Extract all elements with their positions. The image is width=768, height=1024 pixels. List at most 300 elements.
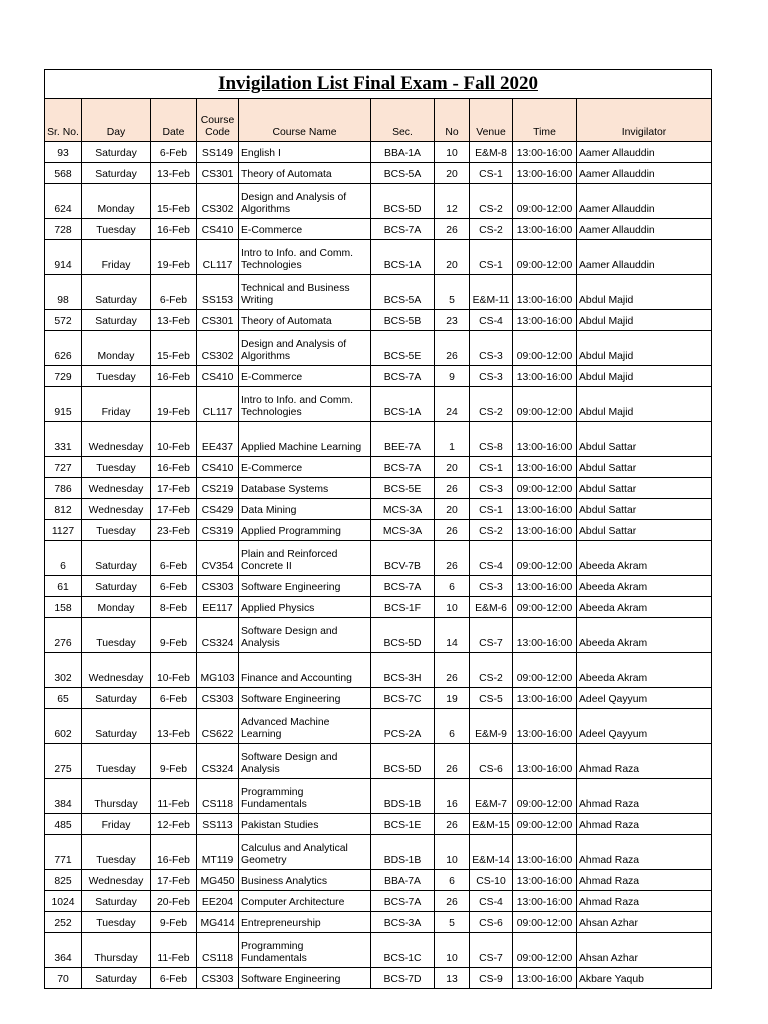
table-row [45,478,712,499]
table-row [45,457,712,478]
invigilator-cell: Adeel Qayyum [577,709,712,744]
time-cell: 13:00-16:00 [513,688,577,709]
date-cell: 17-Feb [151,478,197,499]
venue-cell: E&M-14 [470,835,513,870]
invigilator-cell: Abdul Sattar [577,457,712,478]
course-name-cell: Software Engineering [239,688,371,709]
header-row [45,99,712,142]
table-row [45,968,712,989]
title-row [45,70,712,99]
table-row [45,275,712,310]
invigilator-cell: Ahmad Raza [577,744,712,779]
section-cell: BCS-5A [371,163,435,184]
day-cell: Saturday [82,709,151,744]
no-cell: 9 [435,366,470,387]
venue-cell: CS-9 [470,968,513,989]
invigilator-cell: Adeel Qayyum [577,688,712,709]
invigilator-cell: Aamer Allauddin [577,142,712,163]
venue-cell: E&M-6 [470,597,513,618]
course-name-cell: Computer Architecture [239,891,371,912]
sr-no-cell: 70 [45,968,82,989]
course-name-cell: Intro to Info. and Comm. Technologies [239,240,371,275]
time-cell: 13:00-16:00 [513,968,577,989]
section-cell: MCS-3A [371,499,435,520]
course-name-cell: Software Design and Analysis [239,744,371,779]
course-code-cell: CS301 [197,163,239,184]
venue-cell: CS-1 [470,240,513,275]
course-code-cell: CS410 [197,457,239,478]
time-cell: 13:00-16:00 [513,142,577,163]
date-cell: 16-Feb [151,457,197,478]
no-cell: 20 [435,457,470,478]
table-row [45,688,712,709]
invigilator-cell: Ahsan Azhar [577,912,712,933]
date-cell: 6-Feb [151,688,197,709]
date-cell: 20-Feb [151,891,197,912]
day-cell: Tuesday [82,912,151,933]
day-cell: Saturday [82,275,151,310]
sr-no-cell: 252 [45,912,82,933]
invigilator-cell: Ahmad Raza [577,779,712,814]
time-cell: 09:00-12:00 [513,912,577,933]
table-row [45,814,712,835]
course-code-cell: CS303 [197,968,239,989]
date-cell: 19-Feb [151,387,197,422]
section-cell: BEE-7A [371,422,435,457]
no-cell: 26 [435,891,470,912]
sr-no-cell: 331 [45,422,82,457]
section-cell: BCS-1C [371,933,435,968]
column-header-no: No [435,99,470,142]
course-name-cell: Applied Programming [239,520,371,541]
section-cell: BCS-1E [371,814,435,835]
time-cell: 13:00-16:00 [513,520,577,541]
venue-cell: E&M-9 [470,709,513,744]
course-code-cell: MG450 [197,870,239,891]
day-cell: Thursday [82,933,151,968]
day-cell: Tuesday [82,219,151,240]
day-cell: Tuesday [82,366,151,387]
course-name-cell: E-Commerce [239,219,371,240]
section-cell: BCV-7B [371,541,435,576]
venue-cell: CS-3 [470,331,513,366]
course-name-cell: Technical and Business Writing [239,275,371,310]
invigilator-cell: Abdul Sattar [577,422,712,457]
no-cell: 6 [435,709,470,744]
table-row [45,310,712,331]
table-row [45,709,712,744]
sr-no-cell: 275 [45,744,82,779]
date-cell: 6-Feb [151,541,197,576]
course-code-cell: CS302 [197,184,239,219]
table-row [45,933,712,968]
course-name-cell: Software Design and Analysis [239,618,371,653]
venue-cell: E&M-7 [470,779,513,814]
course-code-cell: CS118 [197,779,239,814]
no-cell: 19 [435,688,470,709]
table-row [45,653,712,688]
sr-no-cell: 626 [45,331,82,366]
time-cell: 13:00-16:00 [513,744,577,779]
invigilator-cell: Ahmad Raza [577,870,712,891]
time-cell: 13:00-16:00 [513,835,577,870]
course-code-cell: CV354 [197,541,239,576]
sr-no-cell: 276 [45,618,82,653]
venue-cell: CS-6 [470,912,513,933]
venue-cell: CS-2 [470,653,513,688]
no-cell: 12 [435,184,470,219]
date-cell: 16-Feb [151,219,197,240]
section-cell: BCS-3A [371,912,435,933]
course-name-cell: Theory of Automata [239,310,371,331]
sr-no-cell: 158 [45,597,82,618]
day-cell: Monday [82,184,151,219]
venue-cell: E&M-11 [470,275,513,310]
table-row [45,618,712,653]
no-cell: 26 [435,744,470,779]
invigilator-cell: Abeeda Akram [577,541,712,576]
course-name-cell: Calculus and Analytical Geometry [239,835,371,870]
course-code-cell: CS324 [197,744,239,779]
table-row [45,576,712,597]
venue-cell: CS-2 [470,219,513,240]
column-header-course-name: Course Name [239,99,371,142]
date-cell: 6-Feb [151,142,197,163]
time-cell: 13:00-16:00 [513,310,577,331]
day-cell: Tuesday [82,618,151,653]
date-cell: 13-Feb [151,709,197,744]
course-code-cell: SS149 [197,142,239,163]
sr-no-cell: 93 [45,142,82,163]
course-name-cell: Intro to Info. and Comm. Technologies [239,387,371,422]
no-cell: 16 [435,779,470,814]
sr-no-cell: 812 [45,499,82,520]
day-cell: Tuesday [82,520,151,541]
section-cell: BBA-7A [371,870,435,891]
course-code-cell: CS301 [197,310,239,331]
no-cell: 26 [435,478,470,499]
column-header-invigilator: Invigilator [577,99,712,142]
column-header-sr-no: Sr. No. [45,99,82,142]
column-header-day: Day [82,99,151,142]
invigilator-cell: Abdul Majid [577,331,712,366]
time-cell: 13:00-16:00 [513,870,577,891]
table-row [45,331,712,366]
time-cell: 13:00-16:00 [513,219,577,240]
time-cell: 13:00-16:00 [513,422,577,457]
invigilator-cell: Abeeda Akram [577,597,712,618]
date-cell: 16-Feb [151,835,197,870]
venue-cell: CS-3 [470,576,513,597]
sr-no-cell: 729 [45,366,82,387]
sr-no-cell: 786 [45,478,82,499]
sr-no-cell: 771 [45,835,82,870]
section-cell: BDS-1B [371,779,435,814]
no-cell: 5 [435,275,470,310]
section-cell: BCS-5E [371,478,435,499]
venue-cell: CS-5 [470,688,513,709]
course-name-cell: Plain and Reinforced Concrete II [239,541,371,576]
sr-no-cell: 384 [45,779,82,814]
no-cell: 26 [435,219,470,240]
time-cell: 09:00-12:00 [513,597,577,618]
invigilation-table [44,69,712,989]
invigilator-cell: Abeeda Akram [577,618,712,653]
table-row [45,891,712,912]
section-cell: BCS-1A [371,387,435,422]
day-cell: Saturday [82,688,151,709]
table-row [45,422,712,457]
course-name-cell: Design and Analysis of Algorithms [239,184,371,219]
date-cell: 16-Feb [151,366,197,387]
course-code-cell: SS153 [197,275,239,310]
no-cell: 20 [435,240,470,275]
invigilator-cell: Ahmad Raza [577,835,712,870]
course-name-cell: Finance and Accounting [239,653,371,688]
table-row [45,387,712,422]
venue-cell: CS-7 [470,933,513,968]
date-cell: 10-Feb [151,422,197,457]
venue-cell: CS-2 [470,184,513,219]
date-cell: 10-Feb [151,653,197,688]
section-cell: BCS-5D [371,744,435,779]
course-code-cell: MG103 [197,653,239,688]
no-cell: 26 [435,331,470,366]
sr-no-cell: 624 [45,184,82,219]
course-name-cell: Entrepreneurship [239,912,371,933]
table-row [45,912,712,933]
section-cell: BCS-5D [371,618,435,653]
course-name-cell: Programming Fundamentals [239,779,371,814]
table-row [45,163,712,184]
column-header-time: Time [513,99,577,142]
table-row [45,366,712,387]
venue-cell: E&M-8 [470,142,513,163]
invigilator-cell: Abdul Majid [577,387,712,422]
date-cell: 17-Feb [151,870,197,891]
course-code-cell: CL117 [197,240,239,275]
time-cell: 13:00-16:00 [513,576,577,597]
venue-cell: CS-2 [470,520,513,541]
day-cell: Saturday [82,310,151,331]
course-name-cell: English I [239,142,371,163]
sr-no-cell: 914 [45,240,82,275]
date-cell: 9-Feb [151,744,197,779]
section-cell: BCS-3H [371,653,435,688]
invigilator-cell: Abdul Majid [577,366,712,387]
column-header-course-code: Course Code [197,99,239,142]
invigilator-cell: Ahmad Raza [577,814,712,835]
day-cell: Wednesday [82,478,151,499]
course-code-cell: CS302 [197,331,239,366]
date-cell: 9-Feb [151,618,197,653]
course-code-cell: CS303 [197,688,239,709]
invigilator-cell: Abdul Majid [577,310,712,331]
date-cell: 11-Feb [151,779,197,814]
date-cell: 12-Feb [151,814,197,835]
day-cell: Saturday [82,576,151,597]
course-code-cell: EE117 [197,597,239,618]
section-cell: PCS-2A [371,709,435,744]
section-cell: BCS-5E [371,331,435,366]
day-cell: Saturday [82,142,151,163]
course-name-cell: Advanced Machine Learning [239,709,371,744]
column-header-section: Sec. [371,99,435,142]
course-name-cell: Data Mining [239,499,371,520]
no-cell: 26 [435,814,470,835]
no-cell: 24 [435,387,470,422]
time-cell: 09:00-12:00 [513,387,577,422]
no-cell: 20 [435,163,470,184]
time-cell: 09:00-12:00 [513,814,577,835]
date-cell: 6-Feb [151,275,197,310]
date-cell: 13-Feb [151,310,197,331]
sr-no-cell: 65 [45,688,82,709]
invigilator-cell: Abdul Sattar [577,499,712,520]
venue-cell: CS-4 [470,310,513,331]
day-cell: Wednesday [82,422,151,457]
day-cell: Tuesday [82,457,151,478]
column-header-date: Date [151,99,197,142]
date-cell: 6-Feb [151,576,197,597]
time-cell: 09:00-12:00 [513,779,577,814]
section-cell: BCS-7A [371,576,435,597]
course-code-cell: CS303 [197,576,239,597]
venue-cell: CS-7 [470,618,513,653]
course-code-cell: CS118 [197,933,239,968]
sr-no-cell: 485 [45,814,82,835]
day-cell: Saturday [82,163,151,184]
sr-no-cell: 728 [45,219,82,240]
day-cell: Friday [82,240,151,275]
day-cell: Monday [82,331,151,366]
title-cell [45,70,712,99]
no-cell: 10 [435,597,470,618]
time-cell: 09:00-12:00 [513,184,577,219]
invigilator-cell: Abdul Sattar [577,478,712,499]
course-code-cell: SS113 [197,814,239,835]
date-cell: 11-Feb [151,933,197,968]
sr-no-cell: 572 [45,310,82,331]
course-code-cell: CS319 [197,520,239,541]
time-cell: 13:00-16:00 [513,275,577,310]
venue-cell: E&M-15 [470,814,513,835]
sr-no-cell: 602 [45,709,82,744]
table-row [45,219,712,240]
venue-cell: CS-6 [470,744,513,779]
no-cell: 6 [435,870,470,891]
venue-cell: CS-3 [470,478,513,499]
section-cell: BCS-5D [371,184,435,219]
invigilator-cell: Abdul Sattar [577,520,712,541]
day-cell: Wednesday [82,499,151,520]
sr-no-cell: 302 [45,653,82,688]
time-cell: 09:00-12:00 [513,240,577,275]
day-cell: Saturday [82,891,151,912]
sr-no-cell: 915 [45,387,82,422]
table-row [45,779,712,814]
venue-cell: CS-1 [470,163,513,184]
course-name-cell: E-Commerce [239,457,371,478]
time-cell: 09:00-12:00 [513,478,577,499]
no-cell: 14 [435,618,470,653]
invigilator-cell: Aamer Allauddin [577,219,712,240]
course-name-cell: Theory of Automata [239,163,371,184]
course-name-cell: E-Commerce [239,366,371,387]
section-cell: BCS-7D [371,968,435,989]
section-cell: BCS-1F [371,597,435,618]
no-cell: 10 [435,835,470,870]
section-cell: BCS-7A [371,219,435,240]
time-cell: 09:00-12:00 [513,331,577,366]
date-cell: 19-Feb [151,240,197,275]
time-cell: 13:00-16:00 [513,709,577,744]
invigilator-cell: Abeeda Akram [577,576,712,597]
no-cell: 23 [435,310,470,331]
course-name-cell: Business Analytics [239,870,371,891]
course-code-cell: MG414 [197,912,239,933]
venue-cell: CS-4 [470,541,513,576]
no-cell: 10 [435,142,470,163]
table-body [45,142,712,989]
no-cell: 5 [435,912,470,933]
day-cell: Tuesday [82,835,151,870]
invigilator-cell: Akbare Yaqub [577,968,712,989]
section-cell: BBA-1A [371,142,435,163]
page-title: Invigilation List Final Exam - Fall 2020 [218,73,538,94]
no-cell: 26 [435,653,470,688]
date-cell: 13-Feb [151,163,197,184]
sr-no-cell: 568 [45,163,82,184]
date-cell: 6-Feb [151,968,197,989]
day-cell: Tuesday [82,744,151,779]
section-cell: BCS-7A [371,891,435,912]
day-cell: Wednesday [82,870,151,891]
table-row [45,520,712,541]
course-name-cell: Design and Analysis of Algorithms [239,331,371,366]
course-name-cell: Applied Machine Learning [239,422,371,457]
date-cell: 9-Feb [151,912,197,933]
table-row [45,541,712,576]
table-row [45,142,712,163]
course-code-cell: MT119 [197,835,239,870]
section-cell: BCS-7C [371,688,435,709]
invigilator-cell: Aamer Allauddin [577,163,712,184]
venue-cell: CS-2 [470,387,513,422]
no-cell: 6 [435,576,470,597]
course-name-cell: Software Engineering [239,968,371,989]
sr-no-cell: 1127 [45,520,82,541]
venue-cell: CS-3 [470,366,513,387]
sr-no-cell: 364 [45,933,82,968]
time-cell: 09:00-12:00 [513,653,577,688]
table-row [45,597,712,618]
no-cell: 26 [435,520,470,541]
section-cell: BCS-7A [371,457,435,478]
sr-no-cell: 825 [45,870,82,891]
course-name-cell: Applied Physics [239,597,371,618]
venue-cell: CS-10 [470,870,513,891]
date-cell: 15-Feb [151,184,197,219]
no-cell: 10 [435,933,470,968]
day-cell: Saturday [82,541,151,576]
course-code-cell: CS410 [197,366,239,387]
no-cell: 20 [435,499,470,520]
invigilator-cell: Aamer Allauddin [577,184,712,219]
table-row [45,870,712,891]
section-cell: BCS-5A [371,275,435,310]
section-cell: MCS-3A [371,520,435,541]
